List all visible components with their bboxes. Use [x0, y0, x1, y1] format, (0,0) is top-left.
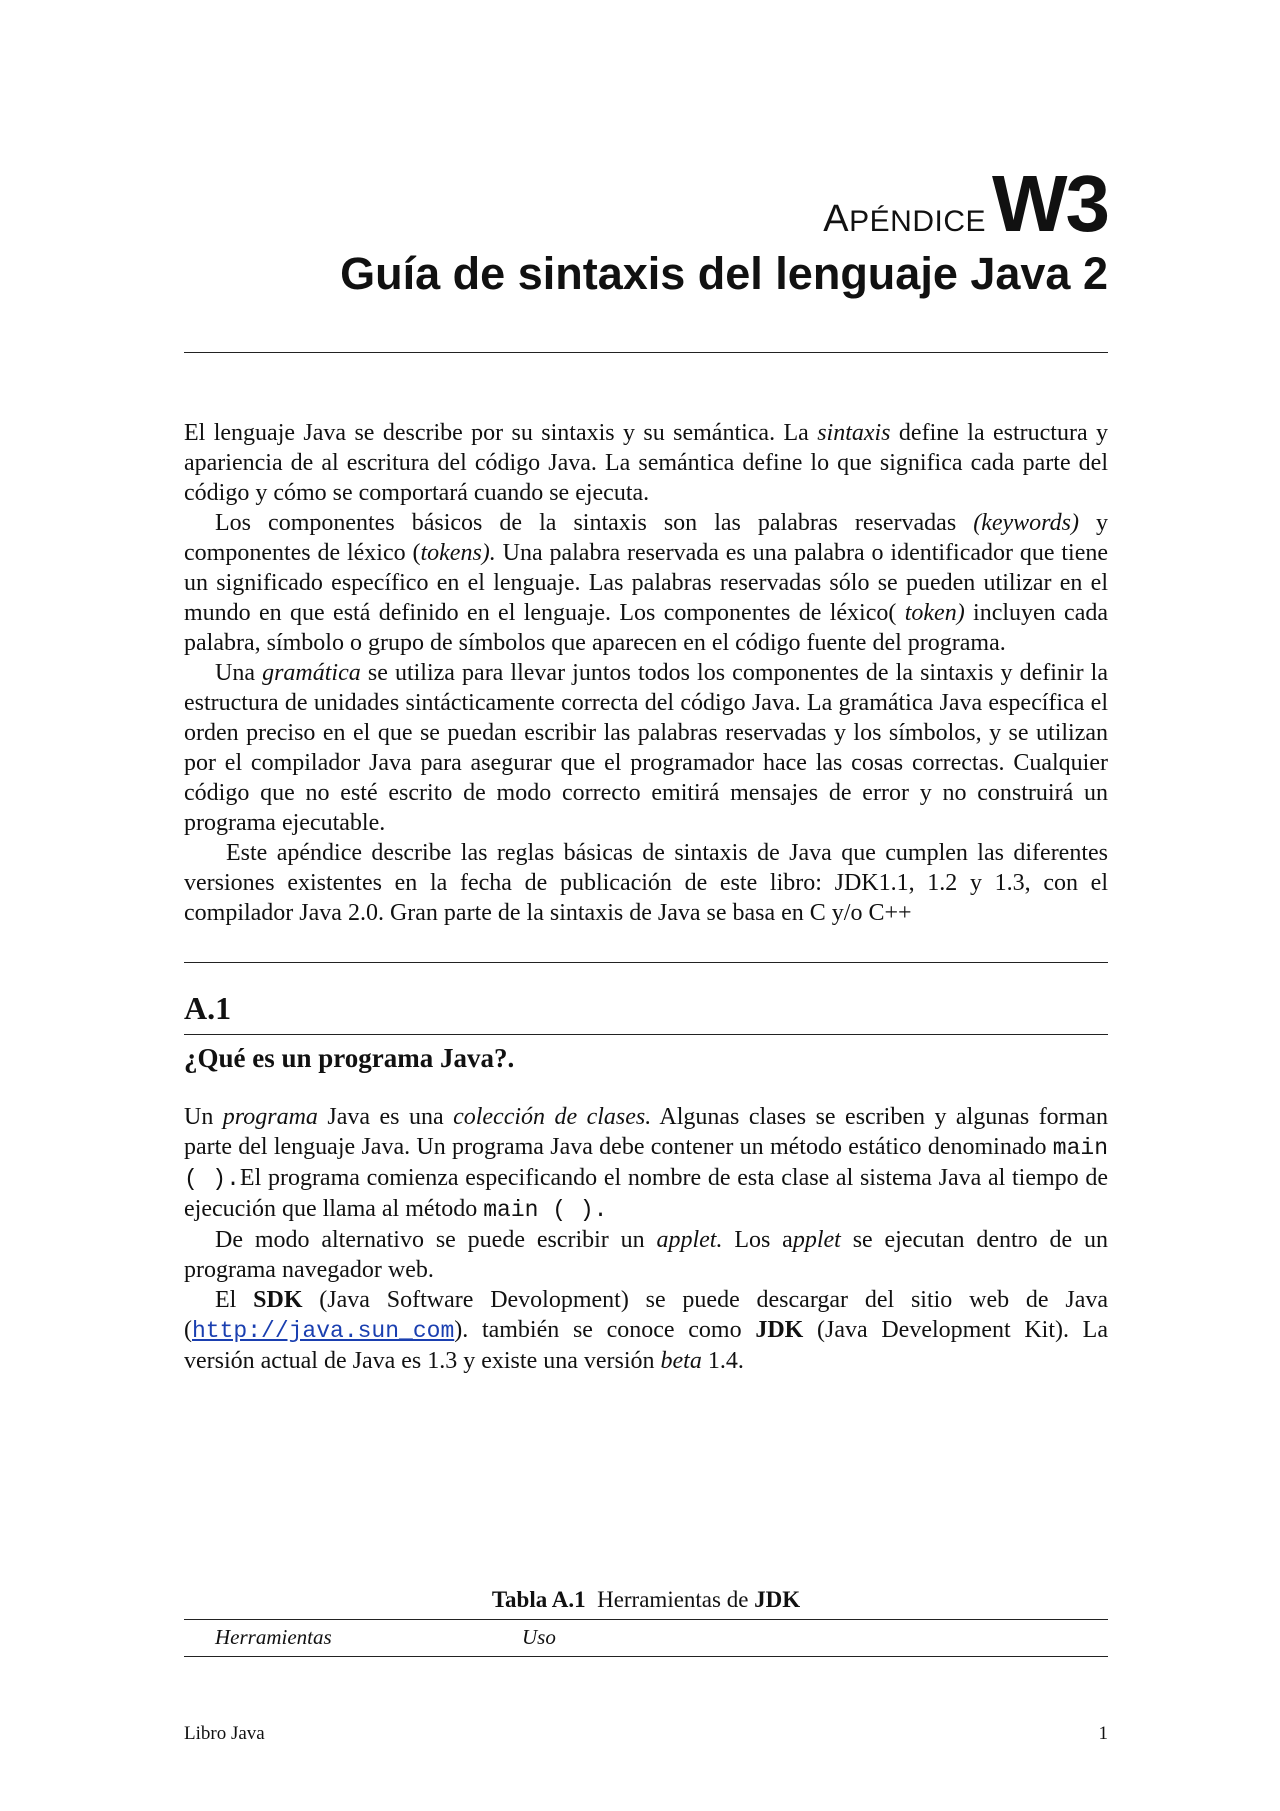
intro-paragraph-4: Este apéndice describe las reglas básicas de sintaxis de Java que cumplen las diferentes versiones existentes en la fecha de publicación de este libro: JDK1.1, 1.2 y 1.3, con el compilador Java 2.0. Gran parte de la sintaxis de Java se basa en C y/o C++: [184, 840, 1108, 926]
table-header-rule: [184, 1656, 1108, 1657]
table-header-use: Uso: [522, 1625, 556, 1649]
section-title: ¿Qué es un programa Java?.: [184, 1043, 515, 1073]
section-paragraph-3: El SDK (Java Software Devolopment) se puede descargar del sitio web de Java (http://java.sun_com). también se conoce como JDK (Java Development Kit). La versión actual de Java es 1.3 y existe una versión beta 1.4.: [184, 1287, 1108, 1374]
footer-book-title: Libro Java: [184, 1723, 265, 1744]
intro-paragraph-3: Una gramática se utiliza para llevar juntos todos los componentes de la sintaxis y definir la estructura de unidades sintácticamente correcta del código Java. La gramática Java específica el orden preciso en el que se puedan escribir las palabras reservadas y los símbolos, y se utilizan por el compilador Java para asegurar que el programador hace las cosas correctas. Cualquier código que no esté escrito de modo correcto emitirá mensajes de error y no construirá un programa ejecutable.: [184, 660, 1109, 836]
table-header-tools: Herramientas: [215, 1625, 332, 1649]
code-main-2: main ( ).: [483, 1197, 608, 1223]
java-site-link[interactable]: http://java.sun_com: [192, 1318, 455, 1344]
title-divider: [184, 352, 1108, 353]
section-paragraph-1: Un programa Java es una colección de clases. Algunas clases se escriben y algunas forman parte del lenguaje Java. Un programa Java debe contener un método estático denominado main ( ).El programa comienza especificando el nombre de esta clase al sistema Java al tiempo de ejecución que llama al método main ( ).: [184, 1104, 1108, 1223]
section-number: A.1: [184, 990, 232, 1026]
page-number: 1: [1098, 1723, 1108, 1744]
appendix-label: APÉNDICE: [823, 198, 986, 240]
appendix-heading: [823, 158, 1108, 250]
intro-paragraph-2: Los componentes básicos de la sintaxis son las palabras reservadas (keywords) y componentes de léxico (tokens). Una palabra reservada es una palabra o identificador que tiene un significado específico en el lenguaje. Las palabras reservadas sólo se pueden utilizar en el mundo en que está definido en el lenguaje. Los componentes de léxico( token) incluyen cada palabra, símbolo o grupo de símbolos que aparecen en el código fuente del programa.: [184, 510, 1109, 656]
intro-divider: [184, 962, 1108, 963]
section-text: [184, 1102, 1108, 1376]
section-divider: [184, 1034, 1108, 1035]
code-main-1: main ( ).: [184, 1135, 1108, 1192]
chapter-title: Guía de sintaxis del lenguaje Java 2: [340, 248, 1108, 299]
table-header-row: [184, 1622, 1108, 1654]
table-caption: Tabla A.1 Herramientas de JDK: [491, 1587, 801, 1612]
intro-paragraph-1: El lenguaje Java se describe por su sintaxis y su semántica. La sintaxis define la estructura y apariencia de al escritura del código Java. La semántica define lo que significa cada parte del código y cómo se comportará cuando se ejecuta.: [184, 420, 1108, 506]
section-paragraph-2: De modo alternativo se puede escribir un applet. Los applet se ejecutan dentro de un programa navegador web.: [184, 1227, 1108, 1283]
appendix-number: W3: [992, 159, 1108, 248]
table-top-rule: [184, 1619, 1108, 1620]
intro-text: [184, 418, 1108, 928]
